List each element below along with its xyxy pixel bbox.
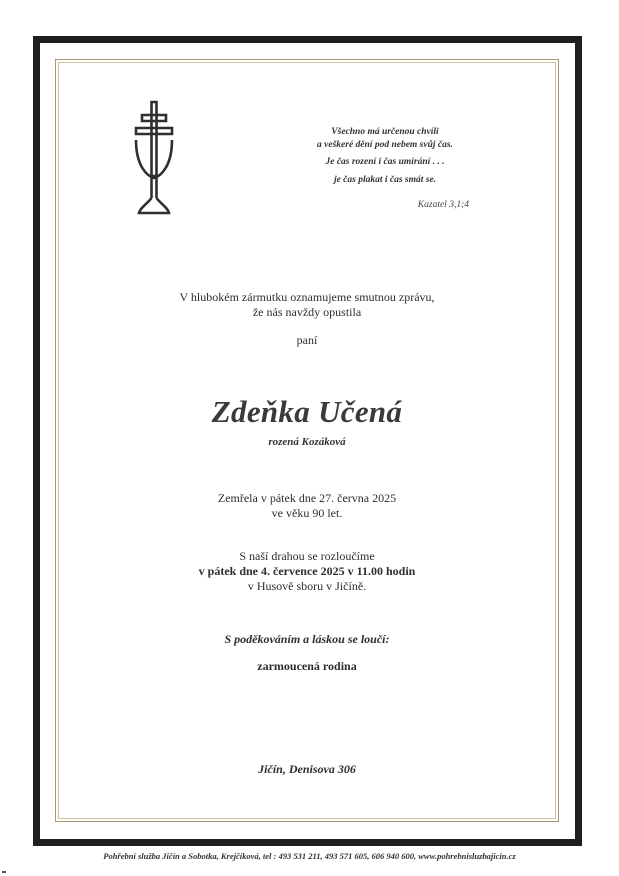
deceased-name: Zdeňka Učená: [211, 394, 403, 429]
death-line-2: ve věku 90 let.: [271, 506, 343, 520]
scan-mark: [2, 871, 6, 873]
quote-reference: Kazatel 3,1;4: [417, 200, 469, 210]
intro-title: paní: [296, 333, 318, 347]
intro-line-2: že nás navždy opustila: [252, 305, 362, 319]
quote-line-3: Je čas rození i čas umírání . . .: [325, 157, 445, 167]
cross-chalice-icon: [133, 100, 175, 218]
quote-line-2: a veškeré dění pod nebem svůj čas.: [317, 140, 453, 150]
farewell-line-1: S naší drahou se rozloučíme: [239, 549, 375, 563]
death-line-1: Zemřela v pátek dne 27. června 2025: [217, 491, 397, 505]
family-line: zarmoucená rodina: [257, 659, 357, 673]
quote-line-4: je čas plakat i čas smát se.: [333, 175, 437, 185]
farewell-line-3: v Husově sboru v Jičíně.: [247, 579, 367, 593]
address-line: Jičín, Denisova 306: [258, 762, 356, 776]
thanks-line: S poděkováním a láskou se loučí:: [224, 632, 390, 646]
farewell-line-2: v pátek dne 4. července 2025 v 11.00 hodin: [198, 564, 416, 578]
footer-contact: Pohřební služba Jičín a Sobotka, Krejčíková, tel : 493 531 211, 493 571 605, 606 940 600, www.pohrebnisluzbajicin.cz: [103, 851, 516, 861]
intro-line-1: V hlubokém zármutku oznamujeme smutnou zprávu,: [179, 290, 435, 304]
maiden-name: rozená Kozáková: [268, 436, 346, 448]
quote-line-1: Všechno má určenou chvíli: [331, 127, 439, 137]
